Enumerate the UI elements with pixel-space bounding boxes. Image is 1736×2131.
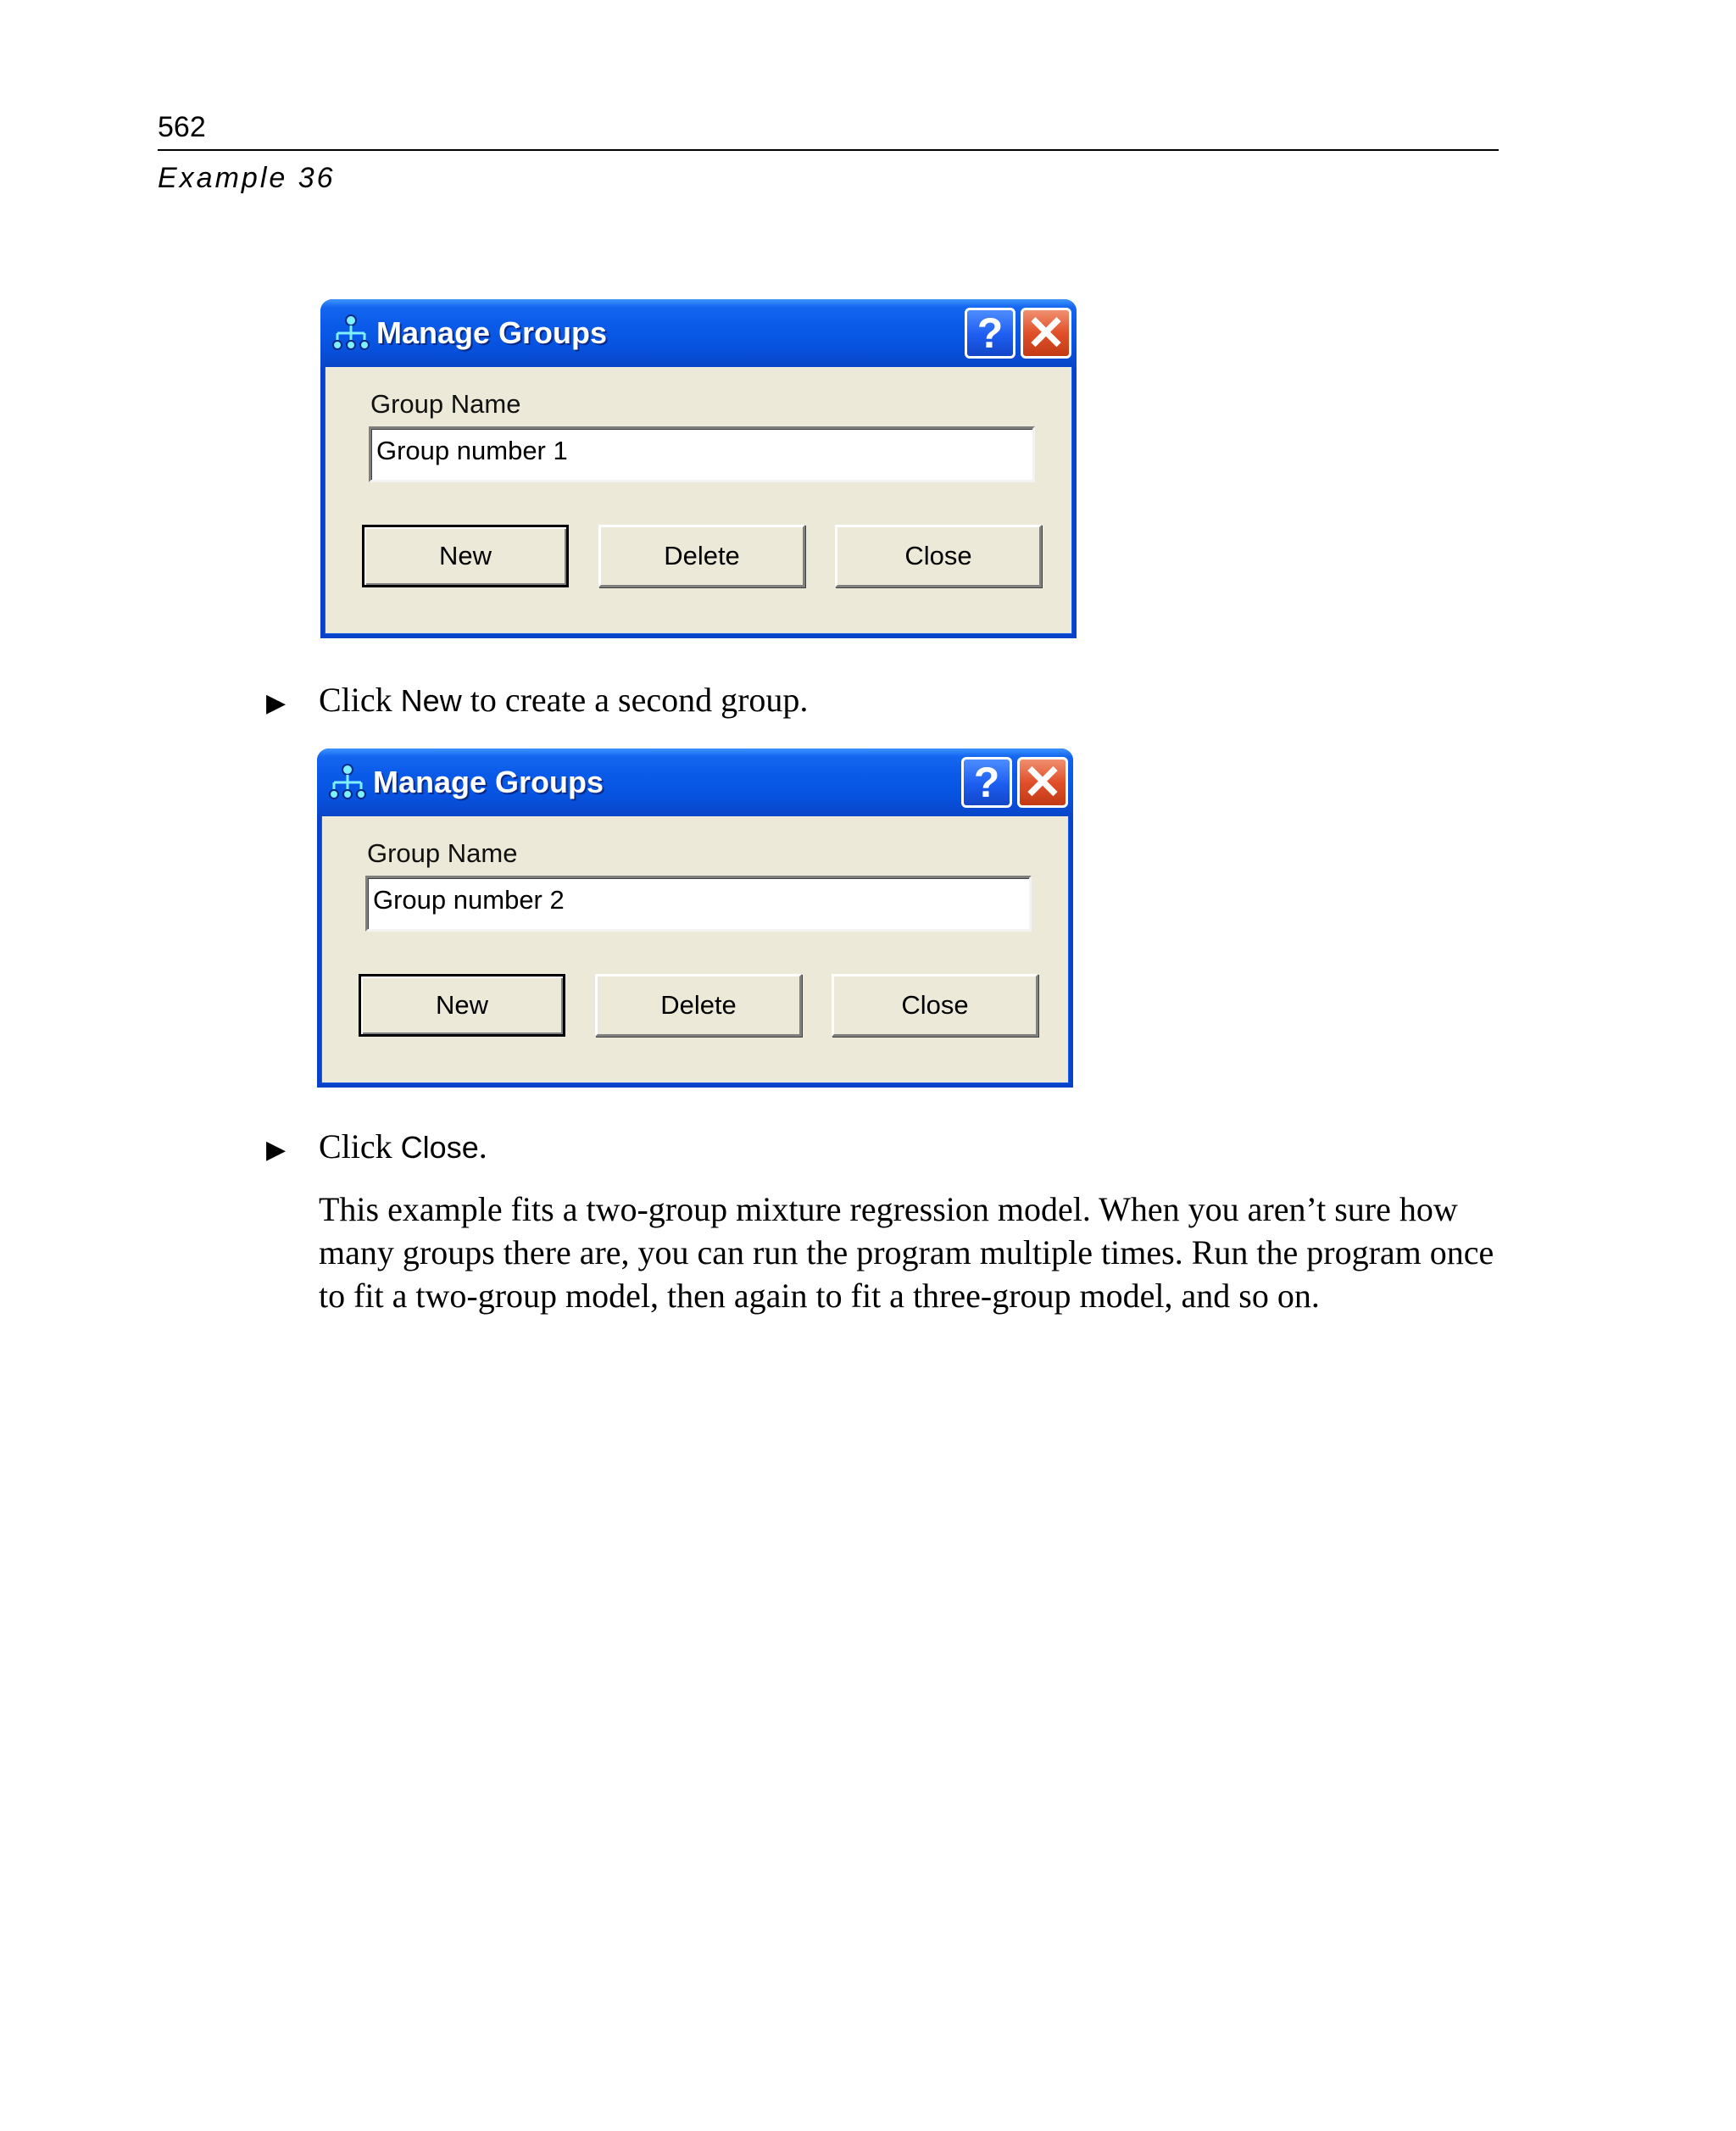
page-number: 562 [158,111,206,143]
bullet-arrow-icon: ▶ [266,688,287,718]
dialog-title: Manage Groups [376,315,608,350]
new-button[interactable]: New [362,525,569,587]
paragraph-line: This example fits a two-group mixture regression model. When you aren’t sure how [319,1190,1458,1228]
close-button[interactable]: Close [832,974,1038,1037]
dialog-titlebar[interactable] [317,748,1073,816]
dialog-title: Manage Groups [373,765,604,799]
instruction-click-close [266,1126,487,1171]
new-button[interactable]: New [359,974,565,1037]
help-icon[interactable]: ? [961,757,1012,808]
running-head: Example 36 [158,162,336,194]
delete-button[interactable]: Delete [595,974,802,1037]
paragraph-line: to fit a two-group model, then again to fit a three-group model, and so on. [319,1277,1320,1315]
group-name-label: Group Name [370,389,521,419]
close-icon[interactable]: ✕ [1021,308,1071,359]
instruction-prefix: Click [319,681,401,719]
group-name-input[interactable]: Group number 2 [365,876,1032,932]
group-tree-icon [327,764,368,803]
instruction-suffix: . [478,1127,487,1166]
instruction-prefix: Click [319,1127,401,1166]
instruction-click-new [266,679,808,725]
help-icon[interactable]: ? [965,308,1015,359]
group-name-input[interactable]: Group number 1 [369,426,1035,482]
bullet-arrow-icon: ▶ [266,1135,287,1165]
manage-groups-dialog-2 [317,748,1073,1088]
group-tree-icon [331,314,371,353]
group-name-label: Group Name [367,838,518,868]
delete-button[interactable]: Delete [598,525,805,587]
instruction-term: Close [400,1130,479,1165]
manage-groups-dialog-1 [320,299,1077,638]
close-icon[interactable]: ✕ [1017,757,1068,808]
header-rule [158,149,1499,151]
dialog-titlebar[interactable] [320,299,1077,367]
paragraph-line: many groups there are, you can run the program multiple times. Run the program once [319,1233,1494,1271]
close-button[interactable]: Close [835,525,1042,587]
body-paragraph [319,1188,1505,1317]
instruction-suffix: to create a second group. [461,681,809,719]
instruction-term: New [400,683,462,718]
